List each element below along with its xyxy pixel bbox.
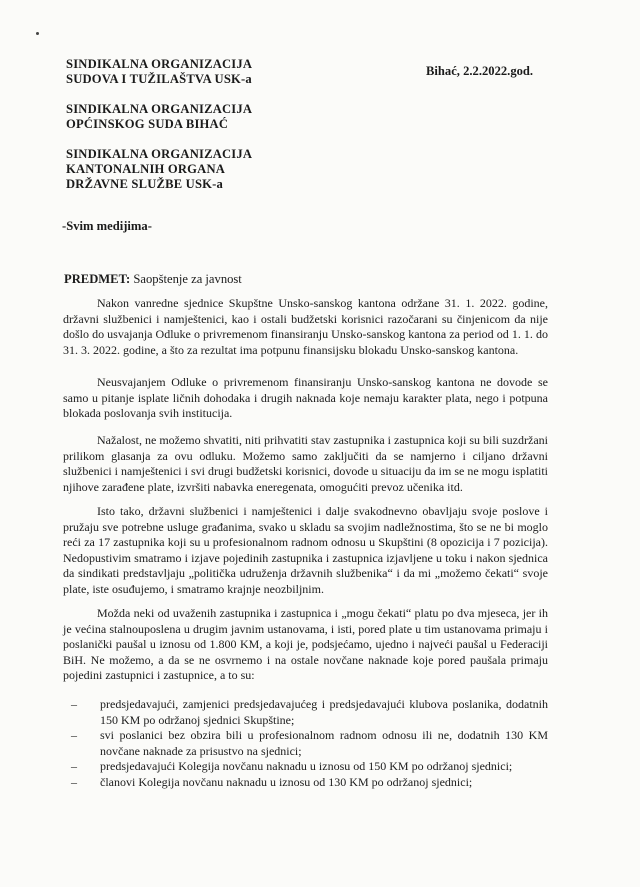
body-paragraph: Isto tako, državni službenici i namještenici i dalje svakodnevno obavljaju svoje poslove i pružaju sve potrebne usluge građanima, svako u skladu sa svojim nadležnostima, što se ne bi moglo reći za 17 zastupnika koji su u profesionalnom radnom odnosu u Skupštini (8 opozicija i 7 pozicija). Nedopustivim smatramo i izjave pojedinih zastupnika i zastupnica izjavljene u toku i nakon sjednica da sindikati predstavljaju „politička udruženja državnih službenika“ i da mi „možemo čekati“ svoje plate, iste osuđujemo, i smatramo krajnje neozbiljnim. xyxy=(63,504,548,596)
list-item xyxy=(63,775,548,791)
body-paragraph: Neusvajanjem Odluke o privremenom finansiranju Unsko-sanskog kantona ne dovode se samo u pitanje isplate ličnih dohodaka i drugih naknada koje nemaju karakter plata, nego i potpuna blokada poslovanja svih institucija. xyxy=(63,375,548,421)
dash-bullet: – xyxy=(71,728,77,743)
list-item-text: predsjedavajući, zamjenici predsjedavajućeg i predsjedavajući klubova poslanika, dodatnih 150 KM po održanoj sjednici Skupštine; xyxy=(100,697,548,727)
list-item xyxy=(63,697,548,728)
sender-line: SINDIKALNA ORGANIZACIJA xyxy=(66,147,253,161)
allowance-list xyxy=(63,697,548,791)
subject-line xyxy=(64,272,242,287)
sender-line: SINDIKALNA ORGANIZACIJA xyxy=(66,102,253,116)
dash-bullet: – xyxy=(71,697,77,711)
list-item-text: članovi Kolegija novčanu naknadu u iznosu od 130 KM po održanoj sjednici; xyxy=(100,774,473,789)
list-item xyxy=(63,728,548,759)
body-paragraph: Nažalost, ne možemo shvatiti, niti prihvatiti stav zastupnika i zastupnica koji su bili suzdržani prilikom glasanja za ovu odluku. Možemo samo zaključiti da se namjerno i ciljano državni službenici i namještenici i svi drugi budžetski korisnici, dovode u situaciju da im se ne mogu isplatiti njihove zarađene plate, izvršiti nabavka eneregenata, omogućiti prevoz učenika itd. xyxy=(63,433,548,494)
recipient: -Svim medijima- xyxy=(62,219,152,233)
document-date: Bihać, 2.2.2022.god. xyxy=(426,64,534,78)
scan-speck xyxy=(36,32,39,35)
list-item xyxy=(63,759,548,775)
sender-line: SINDIKALNA ORGANIZACIJA xyxy=(66,57,253,71)
subject-label: PREDMET: xyxy=(64,272,131,286)
sender-line: SUDOVA I TUŽILAŠTVA USK-a xyxy=(66,72,252,86)
body-paragraph: Nakon vanredne sjednice Skupštne Unsko-sanskog kantona održane 31. 1. 2022. godine, državni službenici i namještenici, kao i ostali budžetski korisnici razočarani su činjenicom da nije došlo do usvajanja Odluke o privremenom finansiranju Unsko-sanskog kantona za period od 1. 1. do 31. 3. 2022. godine, a što za rezultat ima potpunu finansijsku blokadu Unsko-sanskog kantona. xyxy=(63,296,548,357)
sender-line: KANTONALNIH ORGANA xyxy=(66,162,226,176)
sender-line: OPĆINSKOG SUDA BIHAĆ xyxy=(66,117,229,131)
list-item-text: svi poslanici bez obzira bili u profesionalnom radnom odnosu ili ne, dodatnih 130 KM novčane naknade za prisustvo na sjednici; xyxy=(100,728,548,758)
dash-bullet: – xyxy=(71,759,77,774)
sender-line: DRŽAVNE SLUŽBE USK-a xyxy=(66,177,224,191)
subject-text: Saopštenje za javnost xyxy=(133,272,242,286)
dash-bullet: – xyxy=(71,774,77,789)
sender-block-1 xyxy=(66,57,252,87)
sender-block-3 xyxy=(66,147,252,192)
sender-block-2 xyxy=(66,102,252,132)
body-paragraph: Možda neki od uvaženih zastupnika i zastupnica i „mogu čekati“ platu po dva mjeseca, jer ih je većina stalnouposlena u drugim javnim ustanovama, i isti, pored plate u tim ustanovama primaju i poslanički paušal u iznosu od 1.800 KM, a koji je, podsjećamo, ujedno i najveći paušal u Federaciji BiH. Ne možemo, a da se ne osvrnemo i na ostale novčane naknade koje pored paušala primaju pojedini zastupnici i zastupnice, a to su: xyxy=(63,606,548,683)
list-item-text: predsjedavajući Kolegija novčanu naknadu u iznosu od 150 KM po održanoj sjednici; xyxy=(100,759,513,774)
